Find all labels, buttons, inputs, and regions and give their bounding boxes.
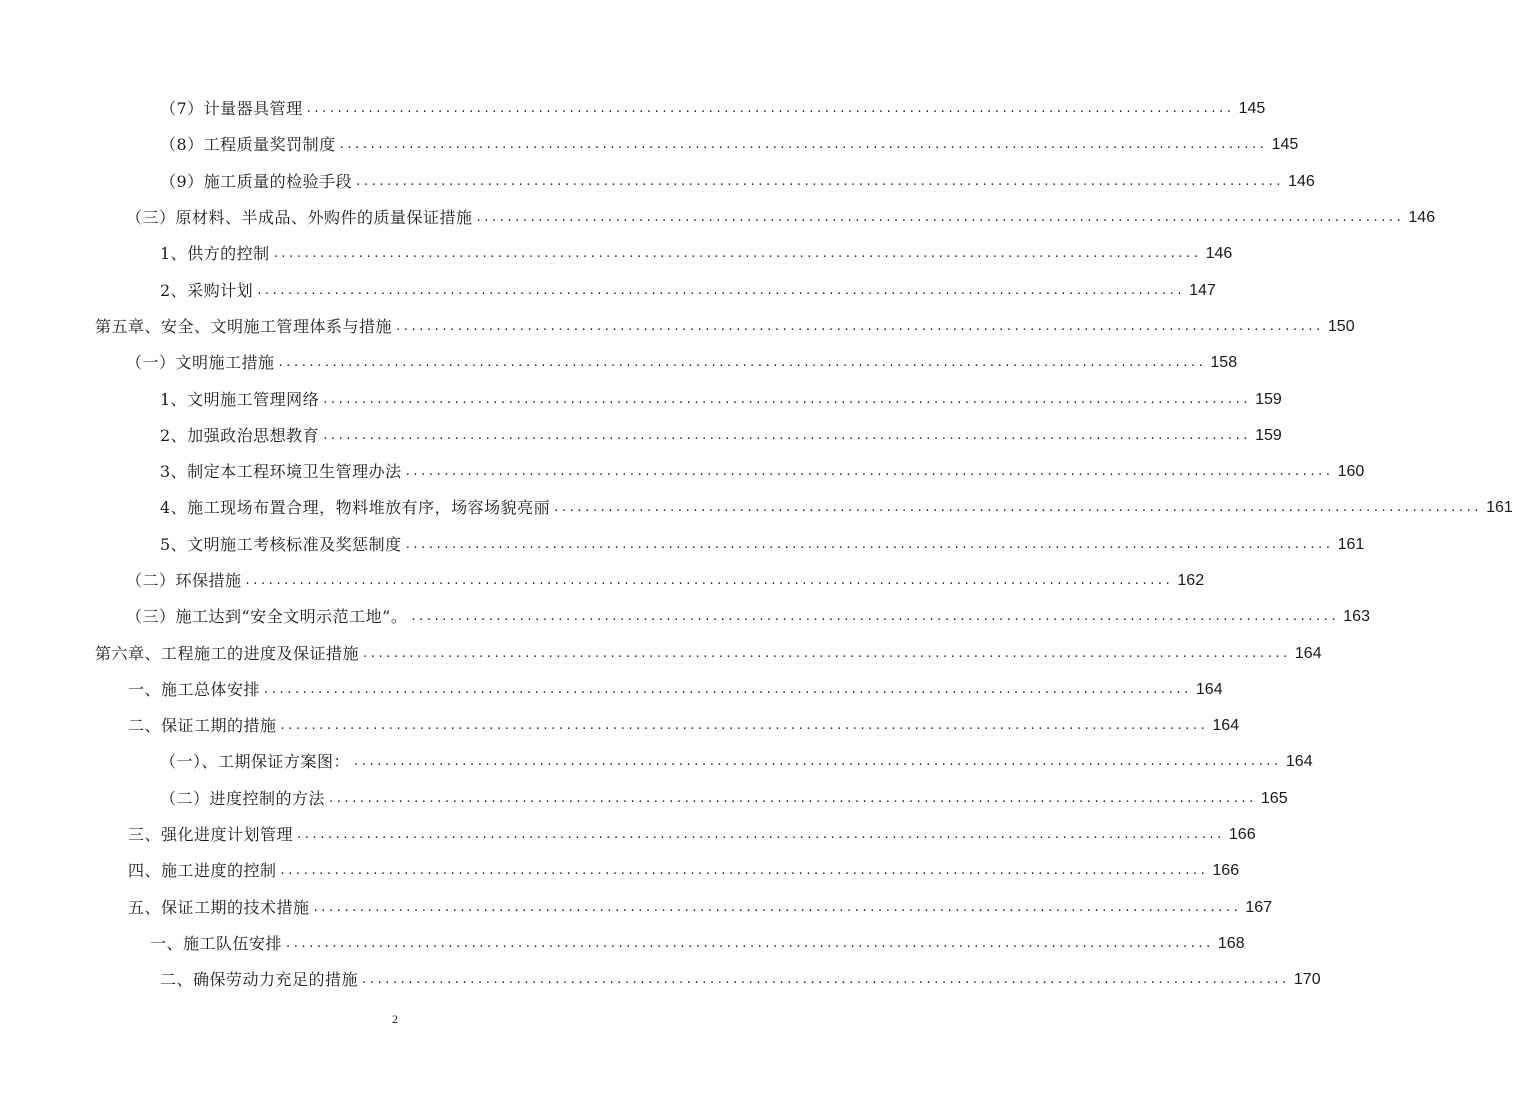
toc-entry-label: （三）施工达到“安全文明示范工地”。 bbox=[126, 607, 408, 627]
toc-entry[interactable] bbox=[0, 781, 1288, 817]
dot-leader: ........................................................................................................................ bbox=[245, 573, 1174, 588]
toc-entry-label: 一、施工队伍安排 bbox=[150, 933, 283, 953]
toc-entry-label: 1、供方的控制 bbox=[160, 244, 270, 264]
toc-entry-label: 二、保证工期的措施 bbox=[128, 716, 277, 736]
dot-leader: ........................................................................................................................ bbox=[273, 246, 1202, 262]
toc-entry-page: 160 bbox=[1337, 463, 1365, 481]
dot-leader: ........................................................................................................................ bbox=[297, 827, 1225, 843]
toc-entry-label: （一）、工期保证方案图： bbox=[160, 752, 351, 772]
toc-entry[interactable] bbox=[0, 272, 1216, 308]
table-of-contents bbox=[0, 91, 1513, 998]
toc-entry-page: 166 bbox=[1228, 826, 1256, 844]
toc-entry[interactable] bbox=[0, 418, 1282, 454]
toc-entry-label: 四、施工进度的控制 bbox=[128, 861, 277, 881]
dot-leader: ........................................................................................................................ bbox=[286, 935, 1214, 951]
toc-entry-page: 164 bbox=[1285, 753, 1313, 771]
toc-entry[interactable] bbox=[0, 672, 1223, 708]
toc-entry[interactable] bbox=[0, 708, 1240, 744]
toc-entry-label: （9）施工质量的检验手段 bbox=[160, 171, 353, 191]
toc-entry[interactable] bbox=[0, 962, 1321, 998]
toc-entry[interactable] bbox=[0, 890, 1273, 926]
toc-entry[interactable] bbox=[0, 164, 1315, 200]
dot-leader: ........................................................................................................................ bbox=[339, 137, 1268, 153]
toc-entry-page: 147 bbox=[1189, 281, 1216, 299]
toc-entry-page: 146 bbox=[1205, 245, 1233, 263]
toc-entry[interactable] bbox=[0, 853, 1240, 889]
dot-leader: ........................................................................................................................ bbox=[278, 355, 1207, 371]
toc-entry-page: 159 bbox=[1255, 390, 1282, 408]
toc-entry-label: 二、确保劳动力充足的措施 bbox=[160, 970, 359, 990]
toc-entry[interactable] bbox=[0, 926, 1245, 962]
toc-entry-label: 2、采购计划 bbox=[160, 280, 254, 300]
toc-entry-page: 164 bbox=[1294, 644, 1322, 662]
toc-entry-page: 166 bbox=[1212, 862, 1240, 880]
toc-entry[interactable] bbox=[0, 309, 1355, 345]
toc-entry-page: 158 bbox=[1210, 354, 1238, 372]
toc-entry-label: 五、保证工期的技术措施 bbox=[128, 897, 310, 917]
toc-entry[interactable] bbox=[0, 490, 1513, 526]
toc-entry[interactable] bbox=[0, 635, 1322, 671]
toc-entry-label: 5、文明施工考核标准及奖惩制度 bbox=[160, 534, 402, 554]
toc-entry-page: 162 bbox=[1177, 572, 1205, 589]
toc-entry-label: （一）文明施工措施 bbox=[126, 353, 275, 373]
toc-entry[interactable] bbox=[0, 599, 1370, 635]
toc-entry-label: 第五章、安全、文明施工管理体系与措施 bbox=[95, 316, 393, 336]
toc-entry-label: （二）进度控制的方法 bbox=[160, 788, 326, 808]
dot-leader: ........................................................................................................................ bbox=[405, 464, 1334, 480]
toc-entry-page: 167 bbox=[1245, 898, 1273, 916]
toc-entry-page: 165 bbox=[1260, 789, 1288, 807]
toc-entry-page: 164 bbox=[1195, 680, 1223, 698]
toc-entry[interactable] bbox=[0, 744, 1313, 780]
toc-entry-label: （三）原材料、半成品、外购件的质量保证措施 bbox=[126, 208, 473, 228]
dot-leader: ........................................................................................................................ bbox=[323, 427, 1252, 443]
toc-entry[interactable] bbox=[0, 563, 1205, 599]
toc-entry-label: 一、施工总体安排 bbox=[128, 679, 261, 699]
dot-leader: ........................................................................................................................ bbox=[306, 101, 1235, 117]
toc-entry-page: 168 bbox=[1217, 934, 1245, 952]
toc-entry-page: 145 bbox=[1238, 100, 1266, 118]
toc-entry[interactable] bbox=[0, 817, 1256, 853]
dot-leader: ........................................................................................................................ bbox=[313, 899, 1242, 915]
toc-entry[interactable] bbox=[0, 200, 1436, 236]
toc-entry-label: （8）工程质量奖罚制度 bbox=[160, 135, 336, 155]
toc-entry-page: 161 bbox=[1486, 499, 1513, 517]
dot-leader: ........................................................................................................................ bbox=[280, 863, 1209, 879]
toc-entry-label: 2、加强政治思想教育 bbox=[160, 425, 320, 445]
toc-entry-label: （二）环保措施 bbox=[126, 571, 242, 590]
dot-leader: ........................................................................................................................ bbox=[411, 609, 1340, 625]
toc-entry-label: 第六章、工程施工的进度及保证措施 bbox=[95, 643, 360, 663]
toc-entry-page: 163 bbox=[1343, 608, 1370, 626]
toc-entry-page: 146 bbox=[1408, 209, 1436, 227]
toc-entry-page: 159 bbox=[1255, 426, 1282, 444]
dot-leader: ........................................................................................................................ bbox=[396, 318, 1324, 334]
dot-leader: ........................................................................................................................ bbox=[554, 500, 1483, 516]
page-number: 2 bbox=[392, 1012, 398, 1026]
toc-entry-page: 170 bbox=[1293, 971, 1321, 989]
toc-entry[interactable] bbox=[0, 345, 1238, 381]
dot-leader: ........................................................................................................................ bbox=[362, 972, 1290, 988]
toc-entry-page: 145 bbox=[1271, 136, 1299, 154]
toc-entry-label: 三、强化进度计划管理 bbox=[128, 825, 294, 845]
toc-entry-page: 164 bbox=[1212, 717, 1240, 735]
toc-entry-label: （7）计量器具管理 bbox=[160, 99, 303, 119]
dot-leader: ........................................................................................................................ bbox=[405, 536, 1334, 552]
toc-entry[interactable] bbox=[0, 236, 1233, 272]
dot-leader: ........................................................................................................................ bbox=[363, 645, 1291, 661]
dot-leader: ........................................................................................................................ bbox=[356, 173, 1285, 189]
toc-entry[interactable] bbox=[0, 527, 1365, 563]
dot-leader: ........................................................................................................................ bbox=[329, 790, 1257, 806]
toc-entry[interactable] bbox=[0, 91, 1266, 127]
dot-leader: ........................................................................................................................ bbox=[476, 210, 1405, 226]
dot-leader: ........................................................................................................................ bbox=[257, 282, 1186, 298]
dot-leader: ........................................................................................................................ bbox=[264, 681, 1192, 697]
toc-entry-page: 161 bbox=[1337, 535, 1365, 553]
dot-leader: ........................................................................................................................ bbox=[323, 391, 1252, 407]
toc-entry[interactable] bbox=[0, 454, 1365, 490]
toc-entry-page: 146 bbox=[1288, 172, 1315, 190]
toc-entry-label: 1、文明施工管理网络 bbox=[160, 389, 320, 409]
toc-entry-label: 3、制定本工程环境卫生管理办法 bbox=[160, 462, 402, 482]
toc-entry[interactable] bbox=[0, 381, 1282, 417]
toc-entry-label: 4、施工现场布置合理，物料堆放有序，场容场貌亮丽 bbox=[160, 498, 551, 518]
dot-leader: ........................................................................................................................ bbox=[354, 754, 1282, 770]
dot-leader: ........................................................................................................................ bbox=[280, 718, 1209, 734]
toc-entry[interactable] bbox=[0, 127, 1299, 163]
toc-entry-page: 150 bbox=[1327, 317, 1355, 335]
